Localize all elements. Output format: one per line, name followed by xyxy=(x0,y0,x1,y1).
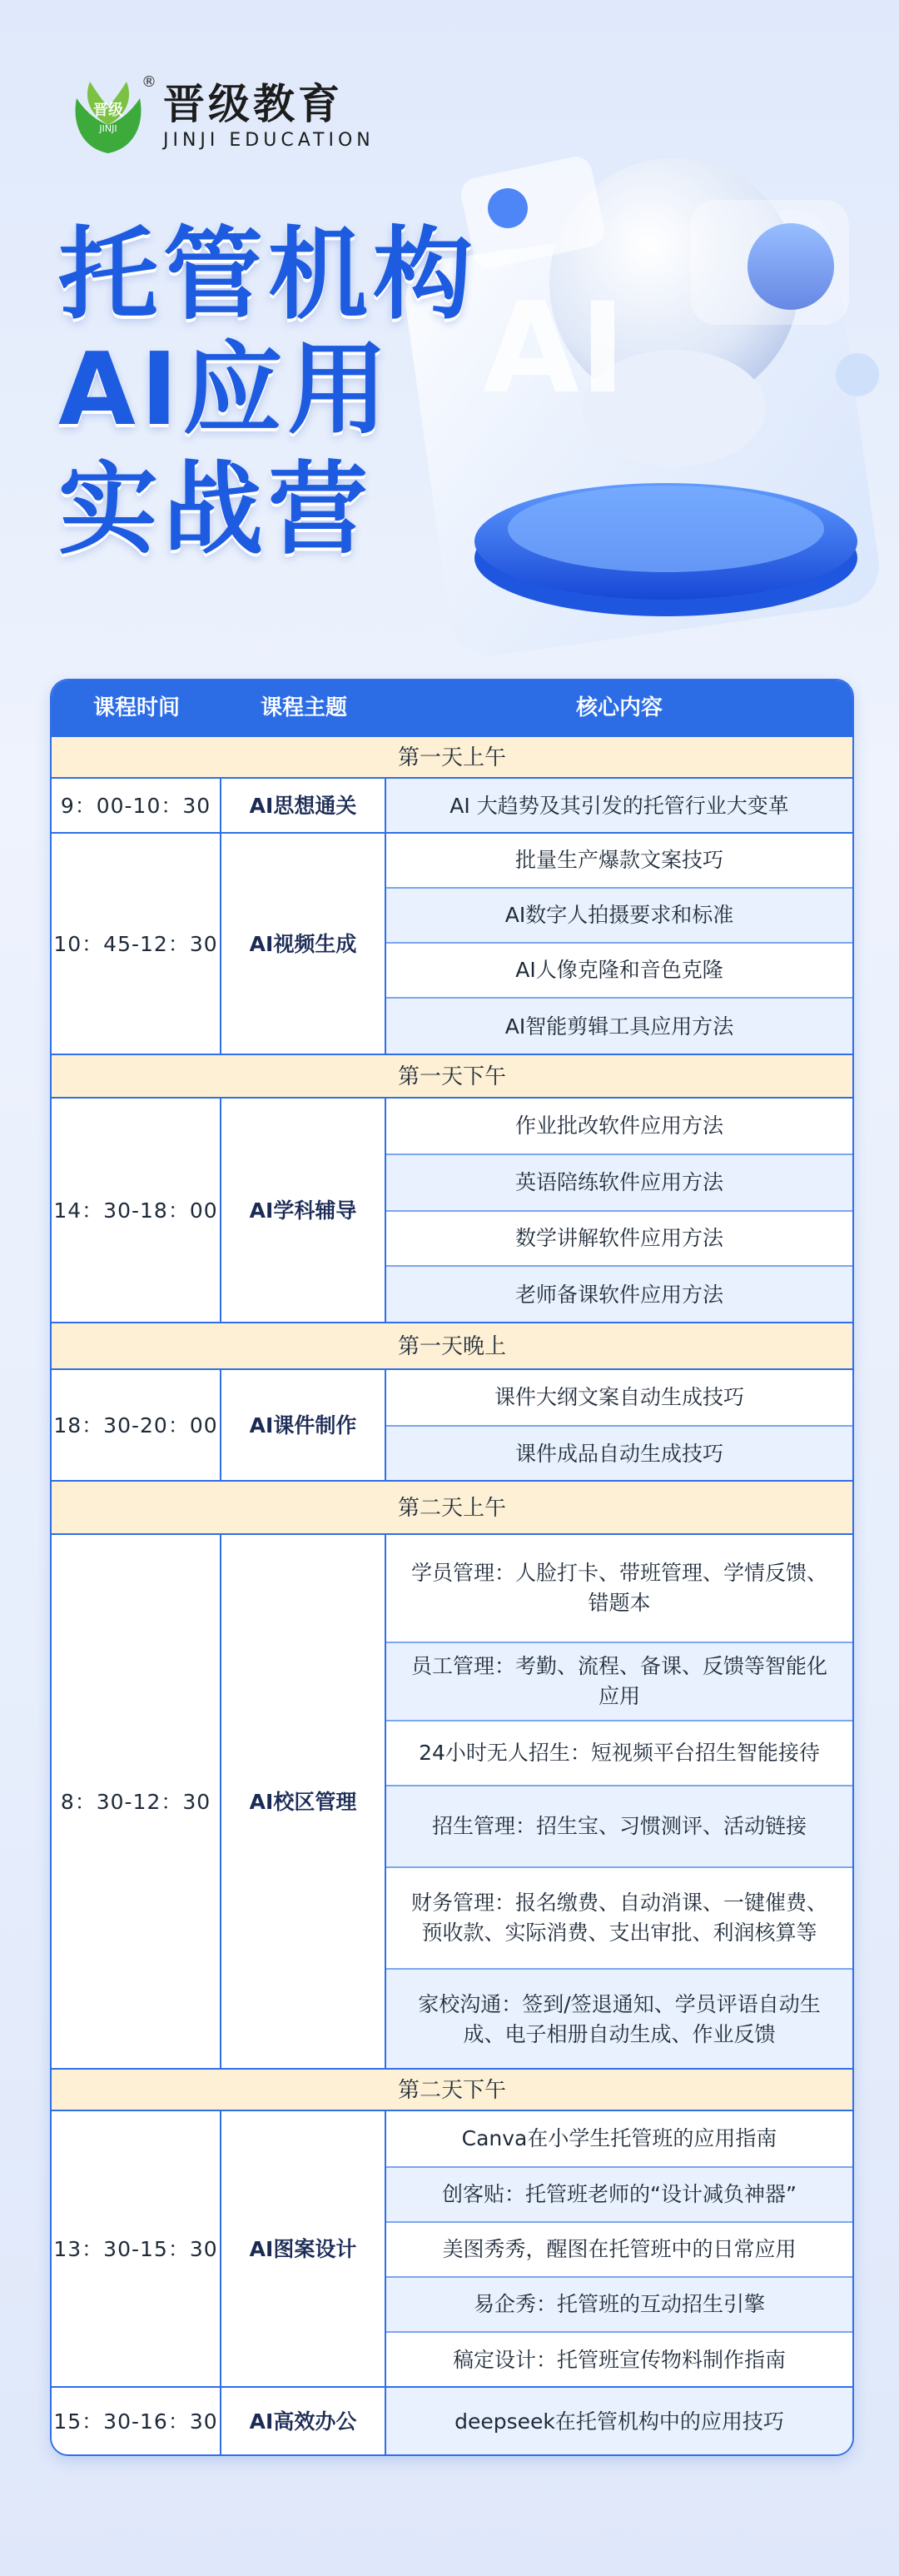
content-item: 24小时无人招生：短视频平台招生智能接待 xyxy=(386,1720,852,1785)
logo-chinese-name: 晋级教育 xyxy=(163,80,343,128)
content-item: AI智能剪辑工具应用方法 xyxy=(386,997,852,1055)
day-label-row: 第二天下午 xyxy=(52,2068,852,2111)
content-item: 英语陪练软件应用方法 xyxy=(386,1153,852,1210)
topic-cell: AI学科辅导 xyxy=(221,1099,386,1323)
logo-emblem-icon xyxy=(65,73,151,160)
content-item: 数学讲解软件应用方法 xyxy=(386,1210,852,1265)
content-item: 稿定设计：托管班宣传物料制作指南 xyxy=(386,2331,852,2388)
topic-cell: AI高效办公 xyxy=(221,2388,386,2456)
schedule-block xyxy=(52,1097,852,1323)
content-item: AI 大趋势及其引发的托管行业大变革 xyxy=(386,779,852,834)
content-item: AI数字人拍摄要求和标准 xyxy=(386,887,852,942)
time-cell: 15：30-16：30 xyxy=(52,2388,221,2456)
schedule-block xyxy=(52,2386,852,2456)
brand-logo xyxy=(65,73,375,160)
content-item: 创客贴：托管班老师的“设计减负神器” xyxy=(386,2166,852,2221)
schedule-block xyxy=(52,1368,852,1482)
header-topic: 课程主题 xyxy=(260,695,347,720)
hero-title-line-3: 实战营 xyxy=(58,452,373,568)
registered-mark: ® xyxy=(142,73,156,91)
content-item: deepseek在托管机构中的应用技巧 xyxy=(386,2388,852,2456)
time-cell: 18：30-20：00 xyxy=(52,1370,221,1482)
content-item: 易企秀：托管班的互动招生引擎 xyxy=(386,2276,852,2331)
schedule-block xyxy=(52,2110,852,2388)
content-item: 员工管理：考勤、流程、备课、反馈等智能化应用 xyxy=(386,1642,852,1720)
content-item: 课件大纲文案自动生成技巧 xyxy=(494,1385,744,1409)
day-label-row: 第二天上午 xyxy=(52,1480,852,1535)
time-cell: 9：00-10：30 xyxy=(52,779,221,834)
hero-banner xyxy=(0,0,899,666)
time-cell: 10：45-12：30 xyxy=(52,834,221,1055)
content-item: AI人像克隆和音色克隆 xyxy=(386,942,852,997)
topic-cell: AI校区管理 xyxy=(221,1535,386,2070)
time-cell: 13：30-15：30 xyxy=(52,2111,221,2388)
ai-deco-text: AI xyxy=(483,277,626,421)
ai-robot-illustration xyxy=(391,108,899,666)
content-item: 批量生产爆款文案技巧 xyxy=(514,848,723,872)
schedule-block xyxy=(52,1533,852,2070)
table-header xyxy=(52,680,852,735)
day-label-row: 第一天晚上 xyxy=(52,1322,852,1370)
day-label-row: 第一天下午 xyxy=(52,1054,852,1099)
content-item: 美图秀秀，醒图在托管班中的日常应用 xyxy=(386,2221,852,2276)
logo-mark-text: 晋级 xyxy=(93,102,123,119)
logo-english-name: JINJI EDUCATION xyxy=(163,130,375,151)
content-item: 学员管理：人脸打卡、带班管理、学情反馈、错题本 xyxy=(410,1561,827,1615)
logo-mark-sub: JINJI xyxy=(99,123,117,134)
schedule-block xyxy=(52,832,852,1055)
content-item: 老师备课软件应用方法 xyxy=(386,1265,852,1323)
content-item: 财务管理：报名缴费、自动消课、一键催费、预收款、实际消费、支出审批、利润核算等 xyxy=(386,1866,852,1968)
topic-cell: AI视频生成 xyxy=(221,834,386,1055)
schedule-table xyxy=(50,679,854,2456)
schedule-block xyxy=(52,777,852,834)
topic-cell: AI图案设计 xyxy=(221,2111,386,2388)
day-label-row: 第一天上午 xyxy=(52,735,852,779)
content-item: 家校沟通：签到/签退通知、学员评语自动生成、电子相册自动生成、作业反馈 xyxy=(386,1968,852,2070)
header-time: 课程时间 xyxy=(92,695,180,720)
content-item: 课件成品自动生成技巧 xyxy=(386,1425,852,1482)
content-item: 作业批改软件应用方法 xyxy=(514,1114,723,1138)
topic-cell: AI思想通关 xyxy=(221,779,386,834)
hero-title-line-1: 托管机构 xyxy=(58,217,478,333)
time-cell: 8：30-12：30 xyxy=(52,1535,221,2070)
content-item: 招生管理：招生宝、习惯测评、活动链接 xyxy=(386,1785,852,1866)
header-content: 核心内容 xyxy=(575,695,663,720)
time-cell: 14：30-18：00 xyxy=(52,1099,221,1323)
content-item: Canva在小学生托管班的应用指南 xyxy=(461,2126,777,2150)
topic-cell: AI课件制作 xyxy=(221,1370,386,1482)
hero-title-line-2: AI应用 xyxy=(58,332,393,448)
